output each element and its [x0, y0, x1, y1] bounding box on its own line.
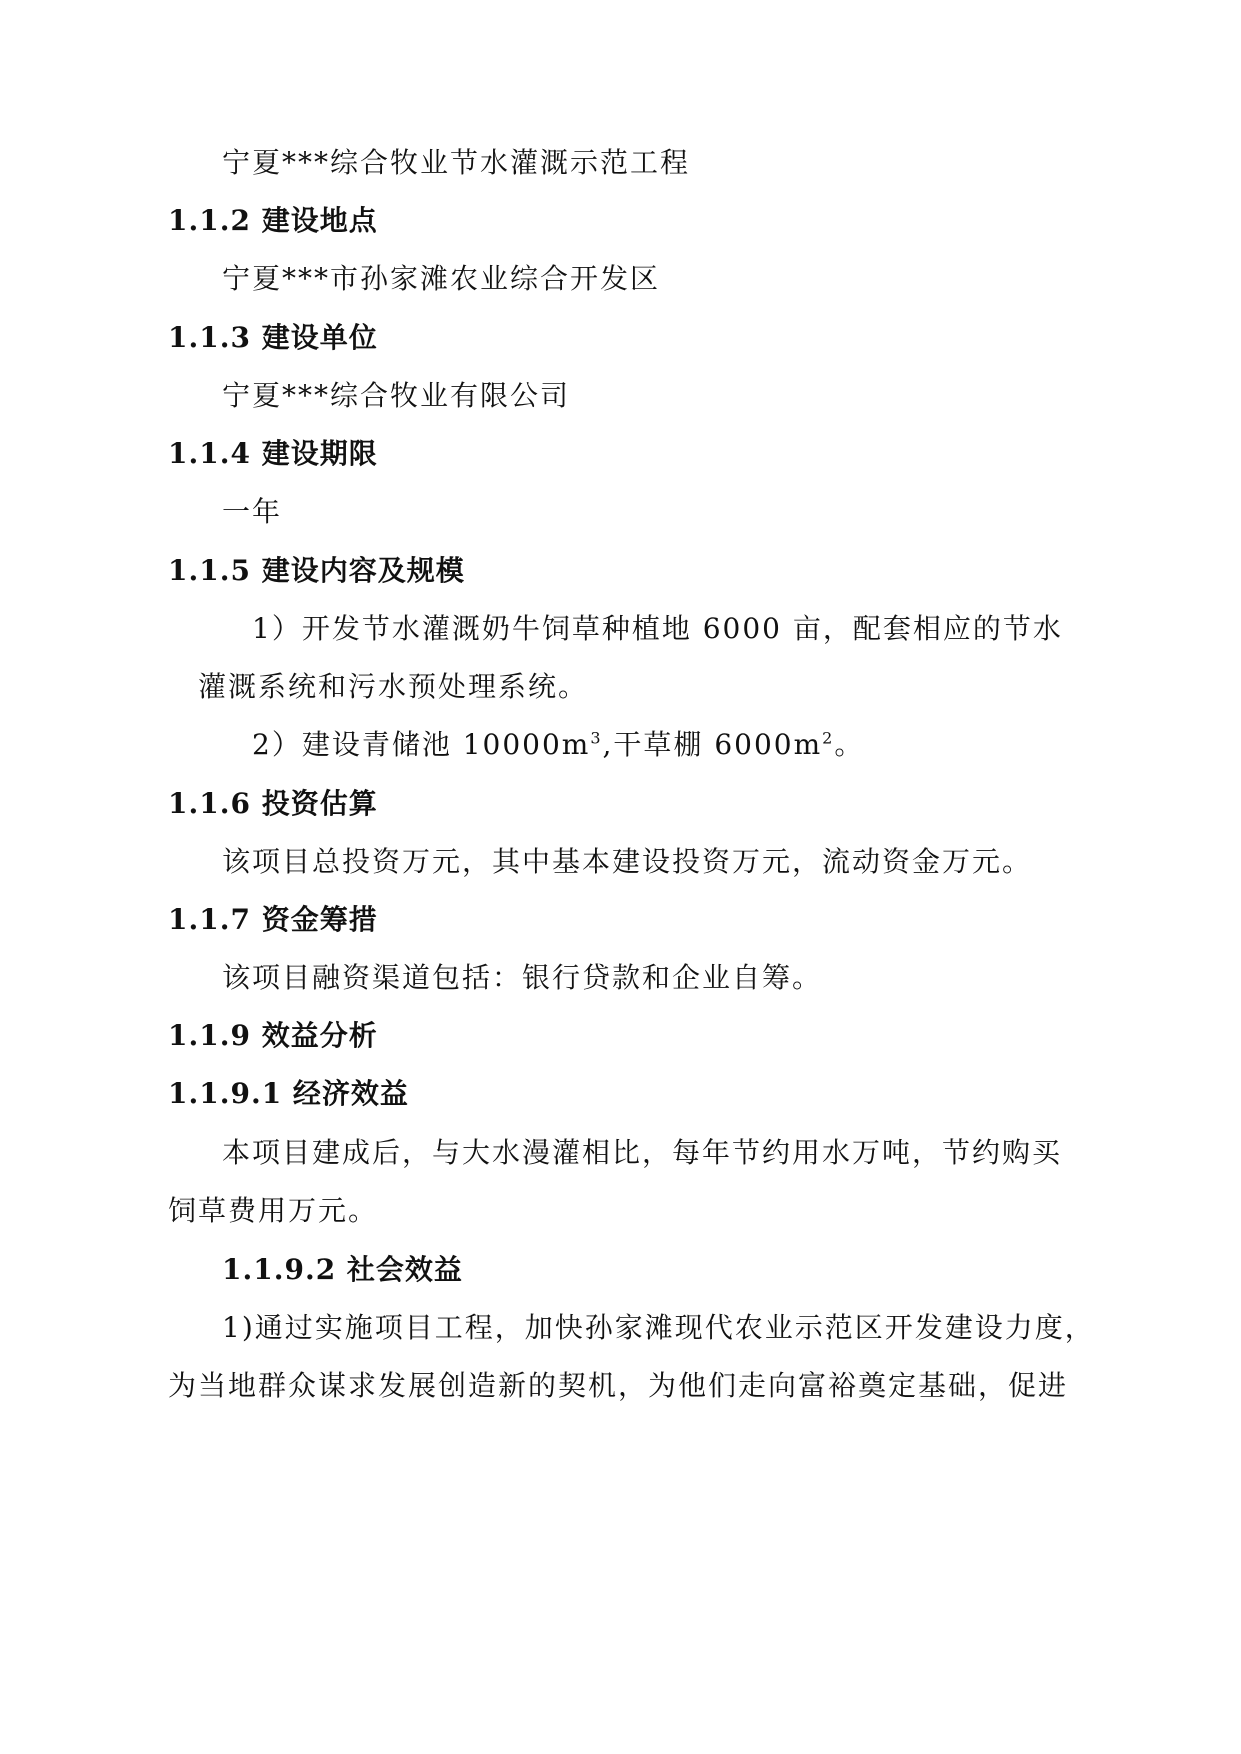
heading-period: 1.1.4 建设期限 — [168, 437, 378, 470]
content-item2-prefix: 2）建设青储池 10000m — [252, 728, 591, 761]
content-item2-mid: ,干草棚 6000m — [602, 728, 823, 761]
funding-text: 该项目融资渠道包括：银行贷款和企业自筹。 — [222, 961, 823, 994]
heading-funding: 1.1.7 资金筹措 — [168, 903, 378, 936]
heading-content: 1.1.5 建设内容及规模 — [168, 554, 465, 587]
economic-line2: 饲草费用万元。 — [168, 1194, 379, 1227]
content-item2-suffix: 。 — [834, 728, 865, 761]
unit-text: 宁夏***综合牧业有限公司 — [222, 379, 571, 412]
heading-benefit: 1.1.9 效益分析 — [168, 1019, 378, 1052]
social-line2: 为当地群众谋求发展创造新的契机，为他们走向富裕奠定基础，促进 — [168, 1369, 1069, 1402]
content-item2 — [252, 725, 864, 765]
unit-superscript-3: 3 — [590, 728, 603, 748]
social-line1: 1)通过实施项目工程，加快孙家滩现代农业示范区开发建设力度， — [222, 1311, 1095, 1344]
heading-social: 1.1.9.2 社会效益 — [222, 1253, 463, 1286]
heading-economic: 1.1.9.1 经济效益 — [168, 1077, 409, 1110]
period-text: 一年 — [222, 495, 283, 528]
economic-line1: 本项目建成后，与大水漫灌相比，每年节约用水万吨，节约购买 — [222, 1136, 1063, 1169]
heading-unit: 1.1.3 建设单位 — [168, 321, 378, 354]
project-name: 宁夏***综合牧业节水灌溉示范工程 — [222, 146, 691, 179]
investment-text: 该项目总投资万元，其中基本建设投资万元，流动资金万元。 — [222, 845, 1033, 878]
heading-investment: 1.1.6 投资估算 — [168, 787, 378, 820]
content-item1-line2: 灌溉系统和污水预处理系统。 — [198, 670, 589, 703]
unit-superscript-2: 2 — [822, 728, 835, 748]
location-text: 宁夏***市孙家滩农业综合开发区 — [222, 262, 661, 295]
heading-location: 1.1.2 建设地点 — [168, 204, 378, 237]
content-item1-line1: 1）开发节水灌溉奶牛饲草种植地 6000 亩，配套相应的节水 — [252, 612, 1063, 645]
